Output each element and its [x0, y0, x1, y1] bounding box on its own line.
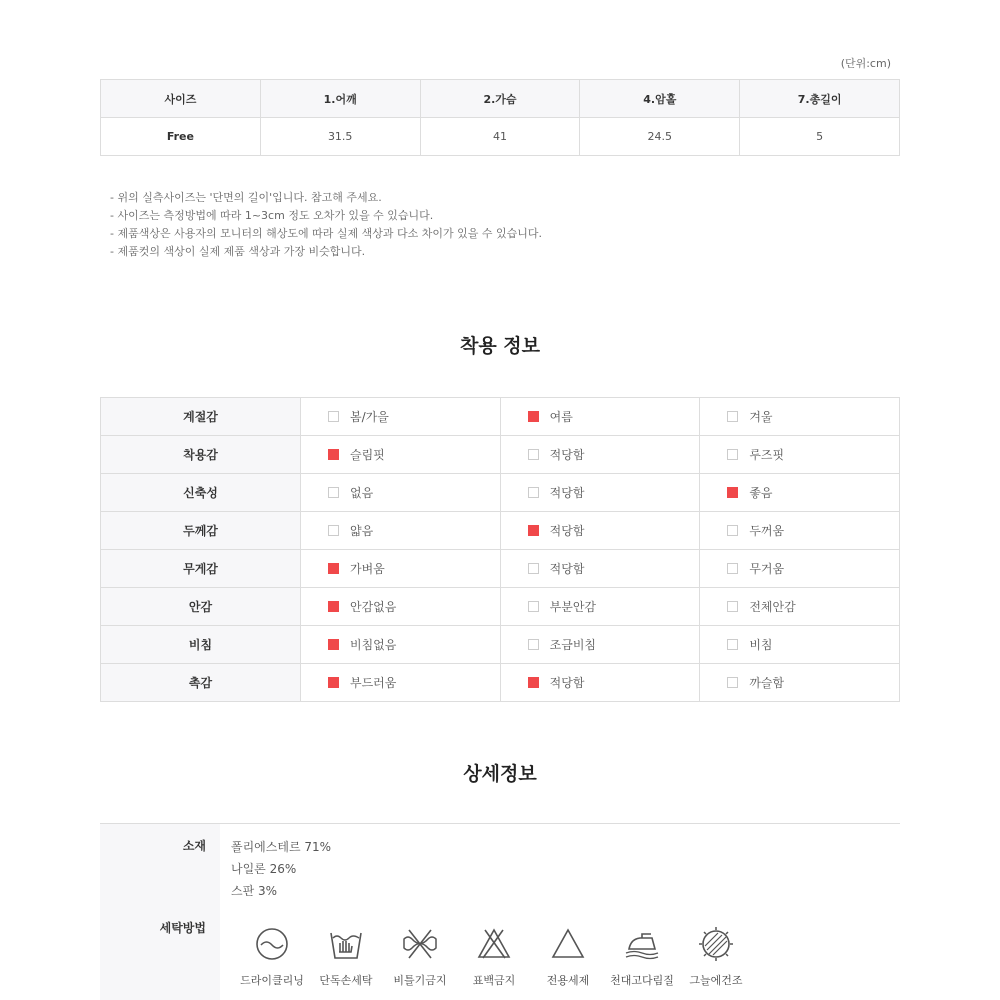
fit-option-cell [500, 512, 700, 550]
wash-item [604, 924, 680, 988]
unit-note: (단위:cm) [840, 57, 891, 70]
material-list [231, 836, 331, 902]
note-line: - 제품색상은 사용자의 모니터의 해상도에 따라 실제 색상과 다소 차이가 있을 수 있습니다. [110, 227, 542, 240]
fit-option-cell [301, 588, 501, 626]
fit-row-label: 촉감 [101, 664, 301, 702]
unchecked-box-icon [727, 639, 738, 650]
fit-option-cell [301, 550, 501, 588]
wash-item [678, 924, 754, 988]
no-bleach-icon [474, 924, 514, 964]
fit-row-label: 신축성 [101, 474, 301, 512]
fit-option-label: 가벼움 [350, 562, 385, 576]
unchecked-box-icon [528, 449, 539, 460]
checked-box-icon [328, 677, 339, 688]
fit-option-cell [301, 474, 501, 512]
wash-item-label: 단독손세탁 [319, 974, 373, 987]
fit-option-label: 적당함 [549, 676, 585, 690]
wash-label: 세탁방법 [159, 921, 206, 935]
fit-option-cell [700, 588, 900, 626]
fit-option-label: 적당함 [549, 486, 585, 500]
hand-wash-icon [326, 924, 366, 964]
size-header-cell: 7.총길이 [740, 80, 900, 118]
size-table [100, 79, 900, 156]
fit-option-cell [700, 626, 900, 664]
fit-option-label: 비침 [749, 638, 773, 652]
unchecked-box-icon [727, 449, 738, 460]
size-cell: 31.5 [260, 118, 420, 156]
fit-option-cell [700, 436, 900, 474]
material-item: 스판 3% [231, 884, 278, 898]
fit-option-cell [700, 474, 900, 512]
unchecked-box-icon [328, 487, 339, 498]
wash-item [530, 924, 606, 988]
checked-box-icon [328, 563, 339, 574]
fit-option-cell [500, 550, 700, 588]
fit-option-label: 적당함 [549, 562, 585, 576]
unchecked-box-icon [727, 677, 738, 688]
table-row [101, 664, 900, 702]
wash-item-label: 그늘에건조 [689, 974, 743, 987]
fit-option-cell [500, 664, 700, 702]
detail-info-panel [100, 823, 900, 1000]
fit-option-cell [700, 512, 900, 550]
fit-option-label: 여름 [549, 410, 573, 424]
table-row [101, 626, 900, 664]
note-line: - 제품컷의 색상이 실제 제품 색상과 가장 비슷합니다. [110, 245, 366, 258]
fit-option-label: 부드러움 [350, 676, 397, 690]
fit-option-label: 루즈핏 [749, 448, 785, 462]
unchecked-box-icon [727, 601, 738, 612]
size-table-header-row [101, 80, 900, 118]
checked-box-icon [528, 677, 539, 688]
fit-option-cell [301, 436, 501, 474]
size-header-cell: 4.암홀 [580, 80, 740, 118]
unchecked-box-icon [328, 411, 339, 422]
fit-option-cell [301, 664, 501, 702]
fit-option-cell [301, 512, 501, 550]
unchecked-box-icon [727, 411, 738, 422]
table-row [101, 474, 900, 512]
fit-option-cell [500, 398, 700, 436]
wash-item-label: 전용세제 [546, 974, 590, 987]
detail-info-title: 상세정보 [463, 763, 537, 785]
unchecked-box-icon [528, 563, 539, 574]
fit-row-label: 비침 [101, 626, 301, 664]
fit-option-label: 무거움 [749, 562, 785, 576]
fit-row-label: 두께감 [101, 512, 301, 550]
wash-item-label: 천대고다림질 [610, 974, 674, 987]
wash-item-label: 비틀기금지 [393, 974, 447, 987]
fit-option-cell [500, 436, 700, 474]
fit-option-label: 안감없음 [350, 600, 397, 614]
fit-option-cell [700, 664, 900, 702]
wash-item-label: 표백금지 [472, 974, 516, 987]
no-wring-icon [400, 924, 440, 964]
fit-row-label: 착용감 [101, 436, 301, 474]
wash-item [456, 924, 532, 988]
checked-box-icon [328, 449, 339, 460]
table-row [101, 118, 900, 156]
fit-option-label: 슬림핏 [350, 448, 385, 462]
unchecked-box-icon [328, 525, 339, 536]
size-header-cell: 1.어깨 [260, 80, 420, 118]
fit-option-label: 겨울 [749, 410, 773, 424]
checked-box-icon [328, 601, 339, 612]
fit-option-label: 전체안감 [749, 600, 796, 614]
table-row [101, 550, 900, 588]
fit-option-label: 까슬함 [749, 676, 785, 690]
fit-option-label: 비침없음 [350, 638, 397, 652]
unchecked-box-icon [528, 487, 539, 498]
fit-row-label: 계절감 [101, 398, 301, 436]
table-row [101, 436, 900, 474]
checked-box-icon [528, 525, 539, 536]
material-item: 폴리에스테르 71% [231, 840, 332, 854]
fit-option-label: 부분안감 [549, 600, 597, 614]
size-cell: 41 [420, 118, 580, 156]
note-line: - 사이즈는 측정방법에 따라 1~3cm 정도 오차가 있을 수 있습니다. [110, 209, 434, 222]
size-cell: Free [101, 118, 261, 156]
fit-option-label: 얇음 [350, 524, 374, 538]
fit-info-table [100, 397, 900, 702]
size-header-cell: 2.가슴 [420, 80, 580, 118]
fit-option-cell [500, 626, 700, 664]
fit-option-cell [700, 398, 900, 436]
table-row [101, 588, 900, 626]
fit-info-title: 착용 정보 [459, 335, 541, 357]
iron-with-cloth-icon [622, 924, 662, 964]
fit-option-cell [301, 626, 501, 664]
size-notes [110, 189, 542, 261]
table-row [101, 398, 900, 436]
dry-clean-icon [252, 924, 292, 964]
size-header-cell: 사이즈 [101, 80, 261, 118]
fit-option-label: 적당함 [549, 524, 585, 538]
fit-option-cell [700, 550, 900, 588]
table-row [101, 512, 900, 550]
wash-item [382, 924, 458, 988]
fit-option-label: 조금비침 [549, 638, 597, 652]
note-line: - 위의 실측사이즈는 '단면의 길이'입니다. 참고해 주세요. [110, 191, 382, 204]
fit-row-label: 안감 [101, 588, 301, 626]
checked-box-icon [528, 411, 539, 422]
fit-option-cell [500, 588, 700, 626]
fit-option-cell [301, 398, 501, 436]
shade-dry-icon [696, 924, 736, 964]
detail-label-column [100, 824, 220, 1000]
wash-item [234, 924, 310, 988]
material-label: 소재 [182, 839, 206, 853]
fit-option-label: 적당함 [549, 448, 585, 462]
unchecked-box-icon [528, 601, 539, 612]
wash-item [308, 924, 384, 988]
size-cell: 5 [740, 118, 900, 156]
checked-box-icon [328, 639, 339, 650]
unchecked-box-icon [727, 525, 738, 536]
wash-icons-row [234, 924, 752, 988]
fit-option-label: 없음 [350, 486, 374, 500]
wash-item-label: 드라이클리닝 [240, 974, 304, 987]
checked-box-icon [727, 487, 738, 498]
fit-option-label: 두꺼움 [749, 524, 785, 538]
unchecked-box-icon [727, 563, 738, 574]
neutral-detergent-icon [548, 924, 588, 964]
fit-option-label: 좋음 [749, 486, 773, 500]
material-item: 나일론 26% [231, 862, 297, 876]
unchecked-box-icon [528, 639, 539, 650]
fit-option-cell [500, 474, 700, 512]
fit-row-label: 무게감 [101, 550, 301, 588]
size-cell: 24.5 [580, 118, 740, 156]
fit-option-label: 봄/가을 [350, 410, 389, 424]
